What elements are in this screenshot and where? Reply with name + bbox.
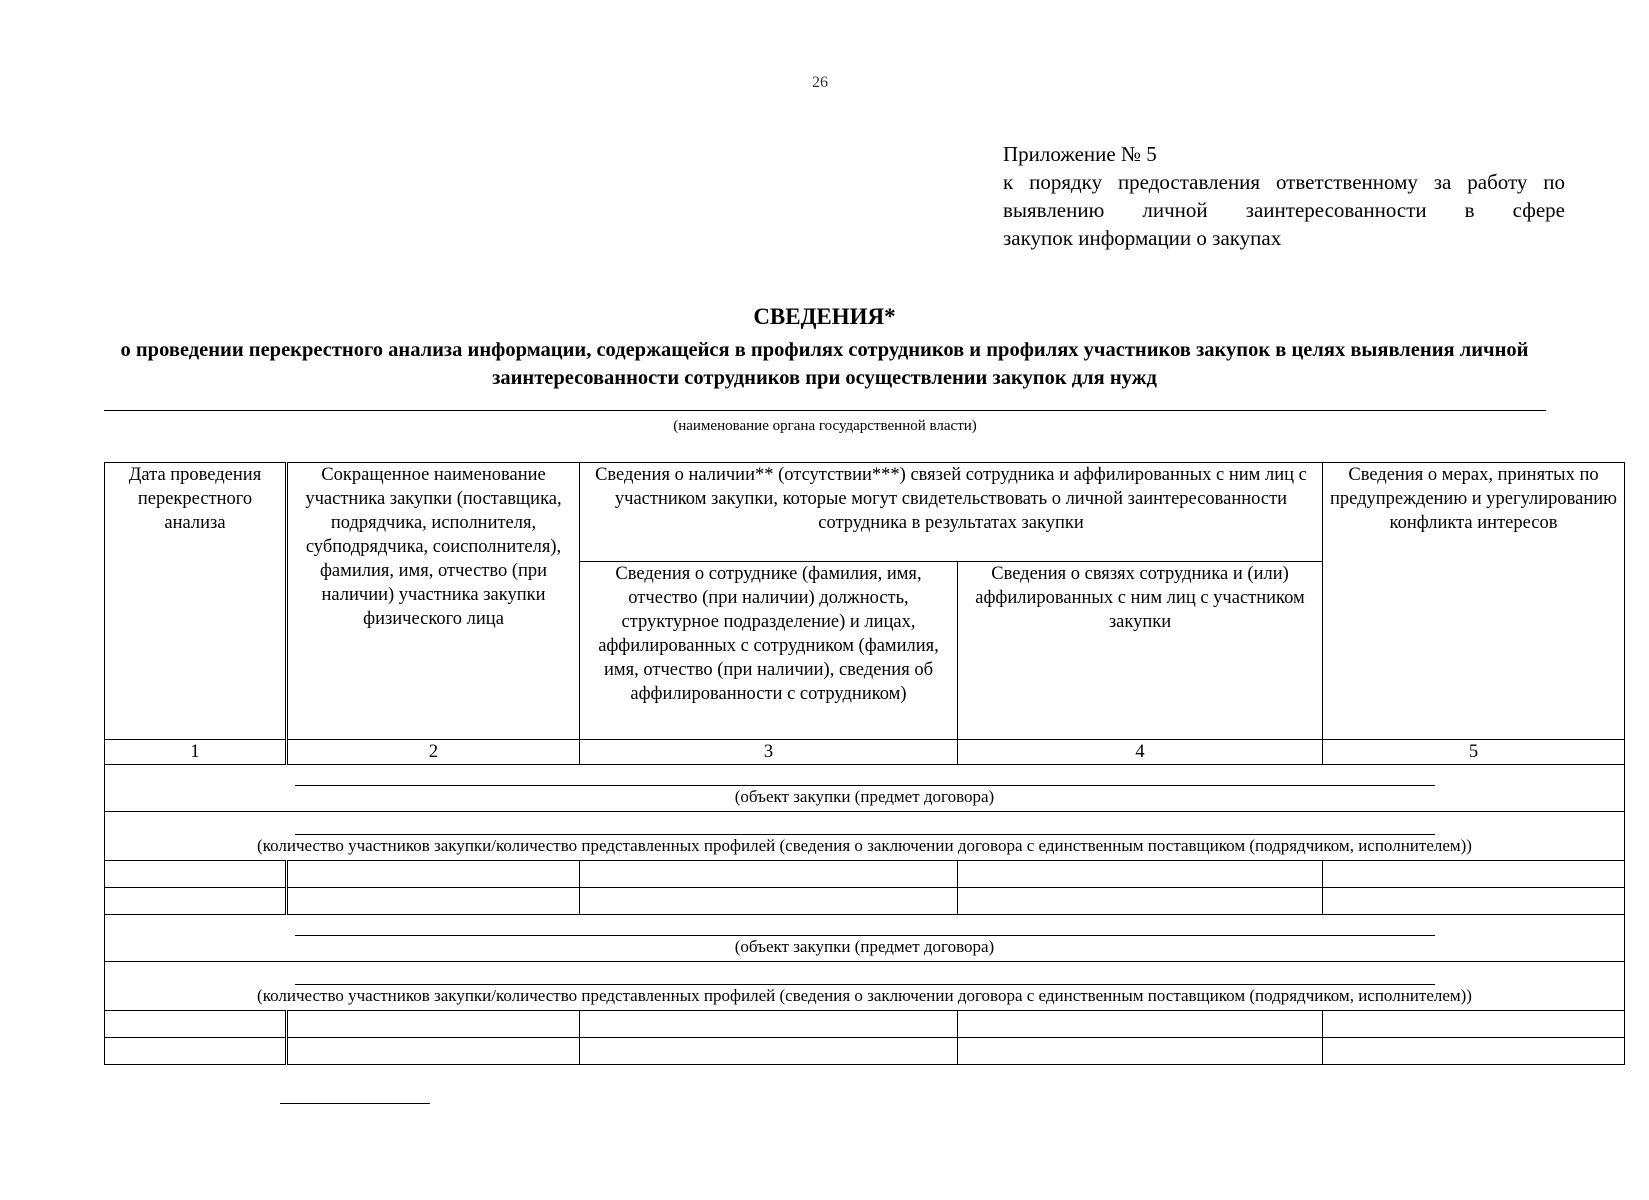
footnote-separator [280,1103,430,1104]
object-row [105,915,1625,962]
object-caption: (объект закупки (предмет договора) [734,787,995,806]
object-caption: (объект закупки (предмет договора) [734,937,995,956]
document-title: СВЕДЕНИЯ* [753,304,896,329]
appendix-block [1003,140,1565,252]
column-number: 4 [958,740,1323,765]
count-caption: (количество участников закупки/количество представленных профилей (сведения о заключении договора с единственным поставщиком (подрядчиком, исполнителем)) [257,986,1472,1005]
analysis-table [104,462,1625,1065]
page-number: 26 [812,74,828,91]
column-number: 2 [287,740,580,765]
header-date: Дата проведения перекрестного анализа [105,463,287,740]
column-numbers-row [105,740,1625,765]
document-subtitle: о проведении перекрестного анализа информации, содержащейся в профилях сотрудников и профилях участников закупок в целях выявления личной заинтересованности сотрудников при осуществлении закупок для нужд [120,339,1529,389]
org-caption: (наименование органа государственной власти) [673,418,977,434]
appendix-body-last: закупок информации о закупах [1003,226,1282,250]
table-row [105,1038,1625,1065]
table-row [105,888,1625,915]
appendix-heading: Приложение № 5 [1003,142,1157,166]
header-measures: Сведения о мерах, принятых по предупреждению и урегулированию конфликта интересов [1323,463,1625,740]
header-participant: Сокращенное наименование участника закупки (поставщика, подрядчика, исполнителя, субподрядчика, соисполнителя), фамилия, имя, отчество (при наличии) участника закупки физического лица [287,463,580,740]
column-number: 3 [580,740,958,765]
header-connections: Сведения о связях сотрудника и (или) аффилированных с ним лиц с участником закупки [958,562,1323,740]
count-caption: (количество участников закупки/количество представленных профилей (сведения о заключении договора с единственным поставщиком (подрядчиком, исполнителем)) [257,836,1472,855]
count-row [105,812,1625,861]
object-row [105,765,1625,812]
table-row [105,861,1625,888]
table-row [105,1011,1625,1038]
org-name-line [104,410,1546,411]
appendix-body: к порядку предоставления ответственному за работу по выявлению личной заинтересованности в сфере [1003,170,1565,222]
count-row [105,962,1625,1011]
column-number: 1 [105,740,287,765]
header-employee: Сведения о сотруднике (фамилия, имя, отчество (при наличии) должность, структурное подразделение) и лицах, аффилированных с сотрудником (фамилия, имя, отчество (при наличии), сведения об аффилированности с сотрудником) [580,562,958,740]
header-row-1 [105,463,1625,562]
column-number: 5 [1323,740,1625,765]
header-group-info: Сведения о наличии** (отсутствии***) связей сотрудника и аффилированных с ним лиц с участником закупки, которые могут свидетельствовать о личной заинтересованности сотрудника в результатах закупки [580,463,1323,562]
